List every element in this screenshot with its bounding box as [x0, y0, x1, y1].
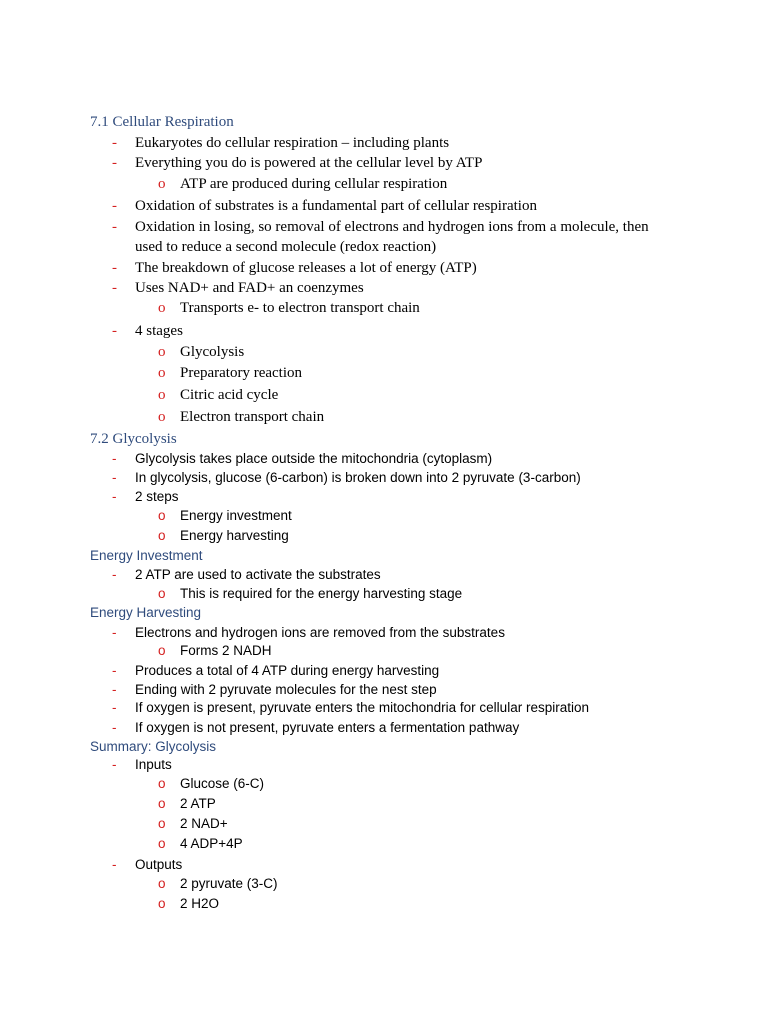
circle-marker: o: [158, 876, 166, 891]
circle-marker: o: [158, 586, 166, 601]
item-text: If oxygen is not present, pyruvate enters a fermentation pathway: [135, 720, 520, 735]
heading-summary-glycolysis: Summary: Glycolysis: [90, 739, 217, 754]
sub-list-item: [158, 586, 462, 601]
item-text: This is required for the energy harvesting stage: [180, 586, 463, 601]
circle-marker: o: [158, 508, 166, 523]
sub-list-item: [158, 365, 302, 382]
sub-list-item: [158, 643, 272, 658]
item-text-continued: used to reduce a second molecule (redox reaction): [135, 239, 437, 255]
sub-list-item: [158, 816, 228, 831]
item-text: Energy harvesting: [180, 528, 289, 543]
dash-marker: -: [112, 720, 117, 735]
dash-marker: -: [112, 219, 117, 235]
circle-marker: o: [158, 387, 166, 403]
item-text: Eukaryotes do cellular respiration – including plants: [135, 135, 450, 151]
dash-marker: -: [112, 489, 117, 504]
list-item: [112, 260, 477, 277]
list-item: [112, 489, 179, 504]
dash-marker: -: [112, 625, 117, 640]
sub-list-item: [158, 528, 289, 543]
dash-marker: -: [112, 323, 117, 339]
list-item: [112, 700, 589, 715]
dash-marker: -: [112, 155, 117, 171]
list-item: [112, 219, 649, 236]
item-text: Outputs: [135, 857, 183, 872]
item-text: 2 ATP: [180, 796, 216, 811]
circle-marker: o: [158, 344, 166, 360]
item-text: ATP are produced during cellular respiration: [180, 176, 448, 192]
item-text: If oxygen is present, pyruvate enters the mitochondria for cellular respiration: [135, 700, 589, 715]
dash-marker: -: [112, 757, 117, 772]
list-item: [112, 682, 437, 697]
list-item: [112, 720, 519, 735]
item-text: Oxidation in losing, so removal of electrons and hydrogen ions from a molecule, then: [135, 219, 649, 235]
sub-list-item: [158, 409, 324, 426]
dash-marker: -: [112, 451, 117, 466]
circle-marker: o: [158, 643, 166, 658]
item-text: Ending with 2 pyruvate molecules for the nest step: [135, 682, 437, 697]
item-text: Transports e- to electron transport chain: [180, 300, 420, 316]
item-text: Produces a total of 4 ATP during energy harvesting: [135, 663, 440, 678]
list-item: [112, 857, 182, 872]
dash-marker: -: [112, 700, 117, 715]
item-text: Everything you do is powered at the cellular level by ATP: [135, 155, 483, 171]
item-text: Glucose (6-C): [180, 776, 265, 791]
dash-marker: -: [112, 663, 117, 678]
sub-list-item: [158, 796, 216, 811]
heading-energy-investment: Energy Investment: [90, 548, 203, 563]
dash-marker: -: [112, 198, 117, 214]
item-text: 4 stages: [135, 323, 183, 339]
circle-marker: o: [158, 300, 166, 316]
dash-marker: -: [112, 135, 117, 151]
item-text: 2 pyruvate (3-C): [180, 876, 278, 891]
sub-list-item: [158, 836, 243, 851]
list-item: [112, 451, 492, 466]
circle-marker: o: [158, 409, 166, 425]
item-text: Glycolysis: [180, 344, 245, 360]
sub-list-item: [158, 876, 278, 891]
circle-marker: o: [158, 176, 166, 192]
sub-list-item: [158, 300, 420, 317]
list-item: [112, 663, 439, 678]
list-item: [112, 470, 581, 485]
dash-marker: -: [112, 857, 117, 872]
item-text: 2 ATP are used to activate the substrates: [135, 567, 381, 582]
circle-marker: o: [158, 528, 166, 543]
heading-cellular-respiration: 7.1 Cellular Respiration: [90, 114, 234, 130]
circle-marker: o: [158, 776, 166, 791]
dash-marker: -: [112, 682, 117, 697]
item-text: Preparatory reaction: [180, 365, 303, 381]
item-text: Glycolysis takes place outside the mitochondria (cytoplasm): [135, 451, 493, 466]
sub-list-item: [158, 387, 278, 404]
sub-list-item: [158, 896, 219, 911]
circle-marker: o: [158, 365, 166, 381]
heading-glycolysis: 7.2 Glycolysis: [90, 431, 177, 447]
list-item: [112, 625, 505, 640]
dash-marker: -: [112, 470, 117, 485]
item-text: In glycolysis, glucose (6-carbon) is broken down into 2 pyruvate (3-carbon): [135, 470, 581, 485]
sub-list-item: [158, 776, 264, 791]
dash-marker: -: [112, 567, 117, 582]
list-item: [112, 567, 381, 582]
list-item: [112, 323, 183, 340]
item-text: Forms 2 NADH: [180, 643, 272, 658]
item-text: Electrons and hydrogen ions are removed from the substrates: [135, 625, 505, 640]
item-text: 2 steps: [135, 489, 179, 504]
item-text: Energy investment: [180, 508, 292, 523]
list-item: [112, 280, 364, 297]
dash-marker: -: [112, 280, 117, 296]
item-text: 4 ADP+4P: [180, 836, 243, 851]
item-text: Uses NAD+ and FAD+ an coenzymes: [135, 280, 364, 296]
circle-marker: o: [158, 836, 166, 851]
circle-marker: o: [158, 896, 166, 911]
item-text: Inputs: [135, 757, 172, 772]
list-item: [112, 198, 537, 215]
sub-list-item: [158, 176, 447, 193]
circle-marker: o: [158, 816, 166, 831]
item-text: Electron transport chain: [180, 409, 325, 425]
list-item: [112, 135, 449, 152]
list-item: [112, 155, 482, 172]
item-text: Citric acid cycle: [180, 387, 279, 403]
circle-marker: o: [158, 796, 166, 811]
sub-list-item: [158, 508, 292, 523]
item-text: 2 NAD+: [180, 816, 228, 831]
sub-list-item: [158, 344, 244, 361]
item-text: Oxidation of substrates is a fundamental part of cellular respiration: [135, 198, 537, 214]
item-text: The breakdown of glucose releases a lot of energy (ATP): [135, 260, 477, 276]
dash-marker: -: [112, 260, 117, 276]
item-text: 2 H2O: [180, 896, 220, 911]
heading-energy-harvesting: Energy Harvesting: [90, 605, 202, 620]
list-item: [112, 757, 172, 772]
